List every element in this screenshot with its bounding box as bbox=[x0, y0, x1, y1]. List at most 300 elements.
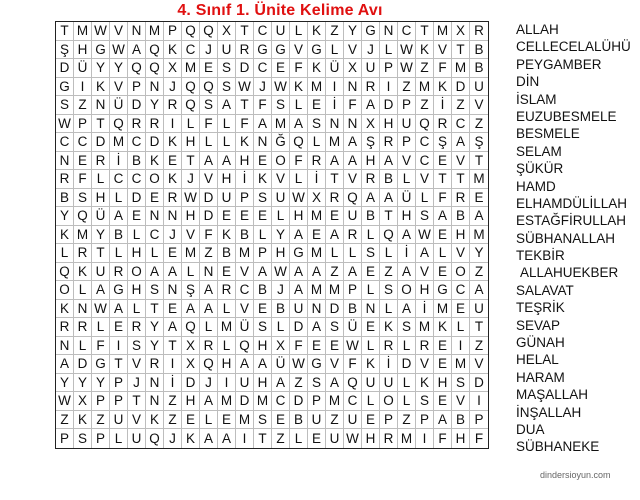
grid-cell[interactable]: L bbox=[326, 41, 344, 60]
grid-cell[interactable]: L bbox=[380, 244, 398, 263]
grid-cell[interactable]: R bbox=[326, 189, 344, 208]
grid-cell[interactable]: F bbox=[290, 152, 308, 171]
grid-cell[interactable]: G bbox=[92, 355, 110, 374]
grid-cell[interactable]: Z bbox=[326, 263, 344, 282]
grid-cell[interactable]: Z bbox=[470, 337, 488, 356]
grid-cell[interactable]: N bbox=[200, 263, 218, 282]
grid-cell[interactable]: A bbox=[254, 355, 272, 374]
grid-cell[interactable]: V bbox=[128, 411, 146, 430]
grid-cell[interactable]: A bbox=[344, 152, 362, 171]
grid-cell[interactable]: K bbox=[308, 22, 326, 41]
grid-cell[interactable]: Z bbox=[290, 374, 308, 393]
grid-cell[interactable]: J bbox=[362, 41, 380, 60]
grid-cell[interactable]: E bbox=[218, 207, 236, 226]
grid-cell[interactable]: Q bbox=[182, 22, 200, 41]
grid-cell[interactable]: Ş bbox=[362, 133, 380, 152]
grid-cell[interactable]: P bbox=[74, 115, 92, 134]
grid-cell[interactable]: L bbox=[452, 318, 470, 337]
grid-cell[interactable]: K bbox=[236, 133, 254, 152]
grid-cell[interactable]: L bbox=[146, 244, 164, 263]
grid-cell[interactable]: A bbox=[344, 133, 362, 152]
grid-cell[interactable]: E bbox=[272, 411, 290, 430]
grid-cell[interactable]: A bbox=[236, 355, 254, 374]
grid-cell[interactable]: L bbox=[398, 374, 416, 393]
grid-cell[interactable]: Z bbox=[416, 96, 434, 115]
grid-cell[interactable]: C bbox=[272, 392, 290, 411]
grid-cell[interactable]: T bbox=[146, 300, 164, 319]
grid-cell[interactable]: L bbox=[416, 189, 434, 208]
grid-cell[interactable]: T bbox=[182, 152, 200, 171]
grid-cell[interactable]: Q bbox=[182, 96, 200, 115]
grid-cell[interactable]: Y bbox=[92, 374, 110, 393]
grid-cell[interactable]: U bbox=[92, 263, 110, 282]
grid-cell[interactable]: R bbox=[146, 115, 164, 134]
grid-cell[interactable]: U bbox=[128, 429, 146, 448]
grid-cell[interactable]: F bbox=[236, 115, 254, 134]
grid-cell[interactable]: İ bbox=[308, 170, 326, 189]
grid-cell[interactable]: V bbox=[326, 355, 344, 374]
grid-cell[interactable]: P bbox=[380, 411, 398, 430]
grid-cell[interactable]: D bbox=[452, 78, 470, 97]
grid-cell[interactable]: E bbox=[308, 226, 326, 245]
grid-cell[interactable]: C bbox=[452, 115, 470, 134]
grid-cell[interactable]: H bbox=[254, 337, 272, 356]
grid-cell[interactable]: P bbox=[110, 374, 128, 393]
grid-cell[interactable]: X bbox=[452, 22, 470, 41]
grid-cell[interactable]: J bbox=[200, 374, 218, 393]
grid-cell[interactable]: R bbox=[380, 133, 398, 152]
grid-cell[interactable]: E bbox=[74, 152, 92, 171]
grid-cell[interactable]: G bbox=[56, 78, 74, 97]
grid-cell[interactable]: L bbox=[326, 244, 344, 263]
grid-cell[interactable]: J bbox=[182, 170, 200, 189]
grid-cell[interactable]: B bbox=[218, 244, 236, 263]
grid-cell[interactable]: Y bbox=[56, 374, 74, 393]
grid-cell[interactable]: S bbox=[398, 318, 416, 337]
grid-cell[interactable]: P bbox=[110, 392, 128, 411]
grid-cell[interactable]: R bbox=[362, 78, 380, 97]
grid-cell[interactable]: E bbox=[308, 337, 326, 356]
grid-cell[interactable]: M bbox=[326, 392, 344, 411]
grid-cell[interactable]: K bbox=[254, 170, 272, 189]
grid-cell[interactable]: H bbox=[416, 281, 434, 300]
grid-cell[interactable]: Q bbox=[344, 374, 362, 393]
grid-cell[interactable]: E bbox=[254, 152, 272, 171]
grid-cell[interactable]: R bbox=[92, 152, 110, 171]
grid-cell[interactable]: U bbox=[326, 429, 344, 448]
grid-cell[interactable]: N bbox=[56, 337, 74, 356]
grid-cell[interactable]: Q bbox=[74, 207, 92, 226]
grid-cell[interactable]: P bbox=[128, 78, 146, 97]
grid-cell[interactable]: Y bbox=[470, 244, 488, 263]
grid-cell[interactable]: A bbox=[272, 374, 290, 393]
grid-cell[interactable]: A bbox=[398, 263, 416, 282]
grid-cell[interactable]: L bbox=[362, 281, 380, 300]
grid-cell[interactable]: L bbox=[92, 318, 110, 337]
grid-cell[interactable]: W bbox=[56, 115, 74, 134]
grid-cell[interactable]: A bbox=[398, 226, 416, 245]
grid-cell[interactable]: E bbox=[434, 337, 452, 356]
grid-cell[interactable]: M bbox=[74, 226, 92, 245]
grid-cell[interactable]: A bbox=[290, 226, 308, 245]
grid-cell[interactable]: M bbox=[452, 355, 470, 374]
grid-cell[interactable]: F bbox=[254, 96, 272, 115]
grid-cell[interactable]: C bbox=[398, 22, 416, 41]
grid-cell[interactable]: D bbox=[200, 207, 218, 226]
grid-cell[interactable]: S bbox=[362, 244, 380, 263]
grid-cell[interactable]: İ bbox=[380, 355, 398, 374]
grid-cell[interactable]: I bbox=[110, 337, 128, 356]
grid-cell[interactable]: A bbox=[110, 300, 128, 319]
grid-cell[interactable]: T bbox=[92, 115, 110, 134]
grid-cell[interactable]: Ü bbox=[326, 59, 344, 78]
grid-cell[interactable]: V bbox=[182, 226, 200, 245]
grid-cell[interactable]: Q bbox=[146, 41, 164, 60]
grid-cell[interactable]: S bbox=[308, 374, 326, 393]
grid-cell[interactable]: G bbox=[110, 281, 128, 300]
grid-cell[interactable]: L bbox=[398, 337, 416, 356]
grid-cell[interactable]: E bbox=[308, 96, 326, 115]
grid-cell[interactable]: P bbox=[308, 392, 326, 411]
grid-cell[interactable]: V bbox=[110, 22, 128, 41]
grid-cell[interactable]: Y bbox=[92, 226, 110, 245]
grid-cell[interactable]: D bbox=[236, 59, 254, 78]
grid-cell[interactable]: R bbox=[74, 318, 92, 337]
grid-cell[interactable]: V bbox=[398, 152, 416, 171]
grid-cell[interactable]: N bbox=[56, 152, 74, 171]
grid-cell[interactable]: D bbox=[380, 96, 398, 115]
grid-cell[interactable]: A bbox=[416, 244, 434, 263]
grid-cell[interactable]: B bbox=[452, 411, 470, 430]
grid-cell[interactable]: W bbox=[398, 41, 416, 60]
grid-cell[interactable]: K bbox=[164, 41, 182, 60]
grid-cell[interactable]: M bbox=[74, 22, 92, 41]
grid-cell[interactable]: L bbox=[434, 244, 452, 263]
grid-cell[interactable]: M bbox=[218, 318, 236, 337]
grid-cell[interactable]: O bbox=[128, 263, 146, 282]
grid-cell[interactable]: Q bbox=[236, 337, 254, 356]
grid-cell[interactable]: X bbox=[272, 337, 290, 356]
grid-cell[interactable]: L bbox=[308, 133, 326, 152]
grid-cell[interactable]: L bbox=[290, 96, 308, 115]
grid-cell[interactable]: A bbox=[380, 189, 398, 208]
grid-cell[interactable]: Y bbox=[110, 59, 128, 78]
grid-cell[interactable]: L bbox=[218, 115, 236, 134]
grid-cell[interactable]: W bbox=[290, 189, 308, 208]
grid-cell[interactable]: G bbox=[272, 41, 290, 60]
grid-cell[interactable]: P bbox=[470, 411, 488, 430]
grid-cell[interactable]: T bbox=[434, 170, 452, 189]
grid-cell[interactable]: Q bbox=[416, 115, 434, 134]
grid-cell[interactable]: S bbox=[74, 429, 92, 448]
grid-cell[interactable]: A bbox=[200, 429, 218, 448]
grid-cell[interactable]: L bbox=[74, 337, 92, 356]
grid-cell[interactable]: Ü bbox=[344, 318, 362, 337]
grid-cell[interactable]: V bbox=[416, 355, 434, 374]
grid-cell[interactable]: N bbox=[326, 115, 344, 134]
grid-cell[interactable]: K bbox=[74, 411, 92, 430]
grid-cell[interactable]: R bbox=[218, 281, 236, 300]
grid-cell[interactable]: Q bbox=[182, 78, 200, 97]
grid-cell[interactable]: U bbox=[110, 411, 128, 430]
grid-cell[interactable]: A bbox=[344, 263, 362, 282]
grid-cell[interactable]: B bbox=[110, 226, 128, 245]
grid-cell[interactable]: D bbox=[200, 189, 218, 208]
grid-cell[interactable]: X bbox=[362, 115, 380, 134]
grid-cell[interactable]: E bbox=[362, 411, 380, 430]
grid-cell[interactable]: Y bbox=[344, 22, 362, 41]
grid-cell[interactable]: Ğ bbox=[272, 133, 290, 152]
grid-cell[interactable]: H bbox=[398, 207, 416, 226]
grid-cell[interactable]: D bbox=[128, 189, 146, 208]
grid-cell[interactable]: T bbox=[452, 41, 470, 60]
grid-cell[interactable]: E bbox=[254, 300, 272, 319]
grid-cell[interactable]: M bbox=[416, 318, 434, 337]
grid-cell[interactable]: A bbox=[218, 429, 236, 448]
grid-cell[interactable]: K bbox=[218, 226, 236, 245]
grid-cell[interactable]: S bbox=[452, 374, 470, 393]
grid-cell[interactable]: A bbox=[452, 133, 470, 152]
grid-cell[interactable]: E bbox=[164, 244, 182, 263]
grid-cell[interactable]: M bbox=[182, 244, 200, 263]
grid-cell[interactable]: L bbox=[380, 41, 398, 60]
grid-cell[interactable]: T bbox=[128, 392, 146, 411]
grid-cell[interactable]: T bbox=[470, 152, 488, 171]
grid-cell[interactable]: T bbox=[56, 22, 74, 41]
grid-cell[interactable]: W bbox=[110, 41, 128, 60]
grid-cell[interactable]: E bbox=[308, 429, 326, 448]
grid-cell[interactable]: S bbox=[146, 281, 164, 300]
grid-cell[interactable]: B bbox=[380, 170, 398, 189]
grid-cell[interactable]: Ş bbox=[434, 133, 452, 152]
grid-cell[interactable]: M bbox=[416, 78, 434, 97]
grid-cell[interactable]: H bbox=[254, 374, 272, 393]
grid-cell[interactable]: P bbox=[344, 281, 362, 300]
grid-cell[interactable]: Q bbox=[110, 115, 128, 134]
grid-cell[interactable]: V bbox=[110, 78, 128, 97]
grid-cell[interactable]: E bbox=[470, 189, 488, 208]
grid-cell[interactable]: E bbox=[254, 207, 272, 226]
grid-cell[interactable]: A bbox=[326, 374, 344, 393]
grid-cell[interactable]: Q bbox=[146, 59, 164, 78]
grid-cell[interactable]: L bbox=[92, 170, 110, 189]
grid-cell[interactable]: G bbox=[308, 41, 326, 60]
grid-cell[interactable]: E bbox=[362, 318, 380, 337]
grid-cell[interactable]: Ü bbox=[74, 59, 92, 78]
grid-cell[interactable]: P bbox=[398, 96, 416, 115]
grid-cell[interactable]: R bbox=[128, 115, 146, 134]
grid-cell[interactable]: Z bbox=[398, 411, 416, 430]
grid-cell[interactable]: A bbox=[128, 41, 146, 60]
grid-cell[interactable]: K bbox=[362, 355, 380, 374]
grid-cell[interactable]: R bbox=[200, 337, 218, 356]
grid-cell[interactable]: L bbox=[200, 411, 218, 430]
grid-cell[interactable]: L bbox=[290, 22, 308, 41]
grid-cell[interactable]: U bbox=[218, 189, 236, 208]
grid-cell[interactable]: U bbox=[308, 411, 326, 430]
grid-cell[interactable]: K bbox=[164, 133, 182, 152]
grid-cell[interactable]: I bbox=[452, 337, 470, 356]
grid-cell[interactable]: S bbox=[380, 281, 398, 300]
grid-cell[interactable]: V bbox=[452, 244, 470, 263]
grid-cell[interactable]: Z bbox=[164, 392, 182, 411]
grid-cell[interactable]: Q bbox=[344, 189, 362, 208]
grid-cell[interactable]: K bbox=[56, 300, 74, 319]
grid-cell[interactable]: Ü bbox=[398, 189, 416, 208]
grid-cell[interactable]: K bbox=[146, 411, 164, 430]
grid-cell[interactable]: N bbox=[92, 96, 110, 115]
grid-cell[interactable]: B bbox=[236, 226, 254, 245]
grid-cell[interactable]: İ bbox=[110, 152, 128, 171]
grid-cell[interactable]: H bbox=[182, 133, 200, 152]
grid-cell[interactable]: F bbox=[290, 337, 308, 356]
grid-cell[interactable]: B bbox=[362, 207, 380, 226]
grid-cell[interactable]: C bbox=[452, 281, 470, 300]
grid-cell[interactable]: A bbox=[290, 263, 308, 282]
grid-cell[interactable]: N bbox=[344, 78, 362, 97]
grid-cell[interactable]: F bbox=[74, 170, 92, 189]
grid-cell[interactable]: R bbox=[452, 189, 470, 208]
grid-cell[interactable]: H bbox=[218, 355, 236, 374]
grid-cell[interactable]: E bbox=[110, 318, 128, 337]
grid-cell[interactable]: U bbox=[470, 300, 488, 319]
grid-cell[interactable]: F bbox=[474, 430, 484, 446]
grid-cell[interactable]: W bbox=[398, 59, 416, 78]
grid-cell[interactable]: E bbox=[164, 152, 182, 171]
grid-cell[interactable]: T bbox=[470, 318, 488, 337]
grid-cell[interactable]: D bbox=[326, 300, 344, 319]
grid-cell[interactable]: Q bbox=[200, 78, 218, 97]
grid-cell[interactable]: C bbox=[416, 152, 434, 171]
grid-cell[interactable]: B bbox=[452, 207, 470, 226]
grid-cell[interactable]: G bbox=[308, 355, 326, 374]
grid-cell[interactable]: F bbox=[434, 189, 452, 208]
grid-cell[interactable]: F bbox=[434, 429, 452, 448]
grid-cell[interactable]: A bbox=[200, 392, 218, 411]
grid-cell[interactable]: Q bbox=[146, 429, 164, 448]
grid-cell[interactable]: C bbox=[128, 170, 146, 189]
grid-cell[interactable]: H bbox=[362, 152, 380, 171]
grid-cell[interactable]: M bbox=[470, 226, 488, 245]
grid-cell[interactable]: D bbox=[290, 318, 308, 337]
grid-cell[interactable]: V bbox=[344, 170, 362, 189]
grid-cell[interactable]: X bbox=[344, 59, 362, 78]
grid-cell[interactable]: R bbox=[380, 337, 398, 356]
grid-cell[interactable]: K bbox=[290, 78, 308, 97]
grid-cell[interactable]: V bbox=[452, 152, 470, 171]
grid-cell[interactable]: P bbox=[254, 244, 272, 263]
grid-cell[interactable]: C bbox=[344, 392, 362, 411]
grid-cell[interactable]: Y bbox=[74, 374, 92, 393]
grid-cell[interactable]: Z bbox=[380, 263, 398, 282]
grid-cell[interactable]: U bbox=[380, 374, 398, 393]
grid-cell[interactable]: W bbox=[56, 392, 74, 411]
grid-cell[interactable]: A bbox=[380, 152, 398, 171]
grid-cell[interactable]: E bbox=[272, 59, 290, 78]
grid-cell[interactable]: Z bbox=[326, 22, 344, 41]
grid-cell[interactable]: M bbox=[308, 78, 326, 97]
grid-cell[interactable]: J bbox=[164, 78, 182, 97]
grid-cell[interactable]: A bbox=[146, 263, 164, 282]
grid-cell[interactable]: L bbox=[398, 392, 416, 411]
grid-cell[interactable]: E bbox=[146, 189, 164, 208]
grid-cell[interactable]: S bbox=[272, 96, 290, 115]
grid-cell[interactable]: M bbox=[272, 115, 290, 134]
grid-cell[interactable]: S bbox=[416, 392, 434, 411]
grid-cell[interactable]: G bbox=[254, 41, 272, 60]
grid-cell[interactable]: Z bbox=[92, 411, 110, 430]
grid-cell[interactable]: K bbox=[146, 152, 164, 171]
grid-cell[interactable]: V bbox=[470, 355, 488, 374]
grid-cell[interactable]: A bbox=[308, 318, 326, 337]
grid-cell[interactable]: T bbox=[326, 170, 344, 189]
grid-cell[interactable]: Q bbox=[380, 226, 398, 245]
grid-cell[interactable]: O bbox=[272, 152, 290, 171]
grid-cell[interactable]: D bbox=[290, 392, 308, 411]
grid-cell[interactable]: A bbox=[308, 263, 326, 282]
grid-cell[interactable]: T bbox=[92, 244, 110, 263]
grid-cell[interactable]: W bbox=[344, 337, 362, 356]
grid-cell[interactable]: Q bbox=[200, 22, 218, 41]
grid-cell[interactable]: E bbox=[200, 59, 218, 78]
grid-cell[interactable]: A bbox=[218, 152, 236, 171]
grid-cell[interactable]: M bbox=[254, 392, 272, 411]
grid-cell[interactable]: B bbox=[344, 300, 362, 319]
grid-cell[interactable]: A bbox=[362, 189, 380, 208]
grid-cell[interactable]: R bbox=[164, 96, 182, 115]
grid-cell[interactable]: N bbox=[362, 300, 380, 319]
grid-cell[interactable]: L bbox=[344, 244, 362, 263]
grid-cell[interactable]: M bbox=[236, 411, 254, 430]
grid-cell[interactable]: F bbox=[344, 355, 362, 374]
grid-cell[interactable]: A bbox=[434, 207, 452, 226]
grid-cell[interactable]: T bbox=[110, 355, 128, 374]
grid-cell[interactable]: L bbox=[218, 337, 236, 356]
grid-cell[interactable]: G bbox=[92, 41, 110, 60]
grid-cell[interactable]: V bbox=[290, 41, 308, 60]
grid-cell[interactable]: L bbox=[74, 281, 92, 300]
grid-cell[interactable]: D bbox=[236, 392, 254, 411]
grid-cell[interactable]: R bbox=[236, 41, 254, 60]
grid-cell[interactable]: A bbox=[254, 115, 272, 134]
grid-cell[interactable]: N bbox=[308, 300, 326, 319]
grid-cell[interactable]: H bbox=[92, 189, 110, 208]
grid-cell[interactable]: M bbox=[308, 207, 326, 226]
grid-cell[interactable]: F bbox=[344, 96, 362, 115]
grid-cell[interactable]: T bbox=[236, 96, 254, 115]
grid-cell[interactable]: L bbox=[272, 318, 290, 337]
grid-cell[interactable]: R bbox=[146, 355, 164, 374]
grid-cell[interactable]: H bbox=[128, 281, 146, 300]
grid-cell[interactable]: R bbox=[128, 318, 146, 337]
grid-cell[interactable]: X bbox=[74, 392, 92, 411]
grid-cell[interactable]: A bbox=[434, 411, 452, 430]
grid-cell[interactable]: S bbox=[254, 318, 272, 337]
grid-cell[interactable]: P bbox=[398, 133, 416, 152]
grid-cell[interactable]: L bbox=[362, 226, 380, 245]
grid-cell[interactable]: L bbox=[110, 429, 128, 448]
grid-cell[interactable]: V bbox=[344, 41, 362, 60]
grid-cell[interactable]: N bbox=[254, 133, 272, 152]
grid-cell[interactable]: P bbox=[92, 392, 110, 411]
grid-cell[interactable]: E bbox=[182, 411, 200, 430]
grid-cell[interactable]: S bbox=[128, 337, 146, 356]
grid-cell[interactable]: I bbox=[326, 78, 344, 97]
grid-cell[interactable]: C bbox=[254, 59, 272, 78]
grid-cell[interactable]: D bbox=[92, 133, 110, 152]
grid-cell[interactable]: M bbox=[308, 281, 326, 300]
grid-cell[interactable]: B bbox=[56, 189, 74, 208]
